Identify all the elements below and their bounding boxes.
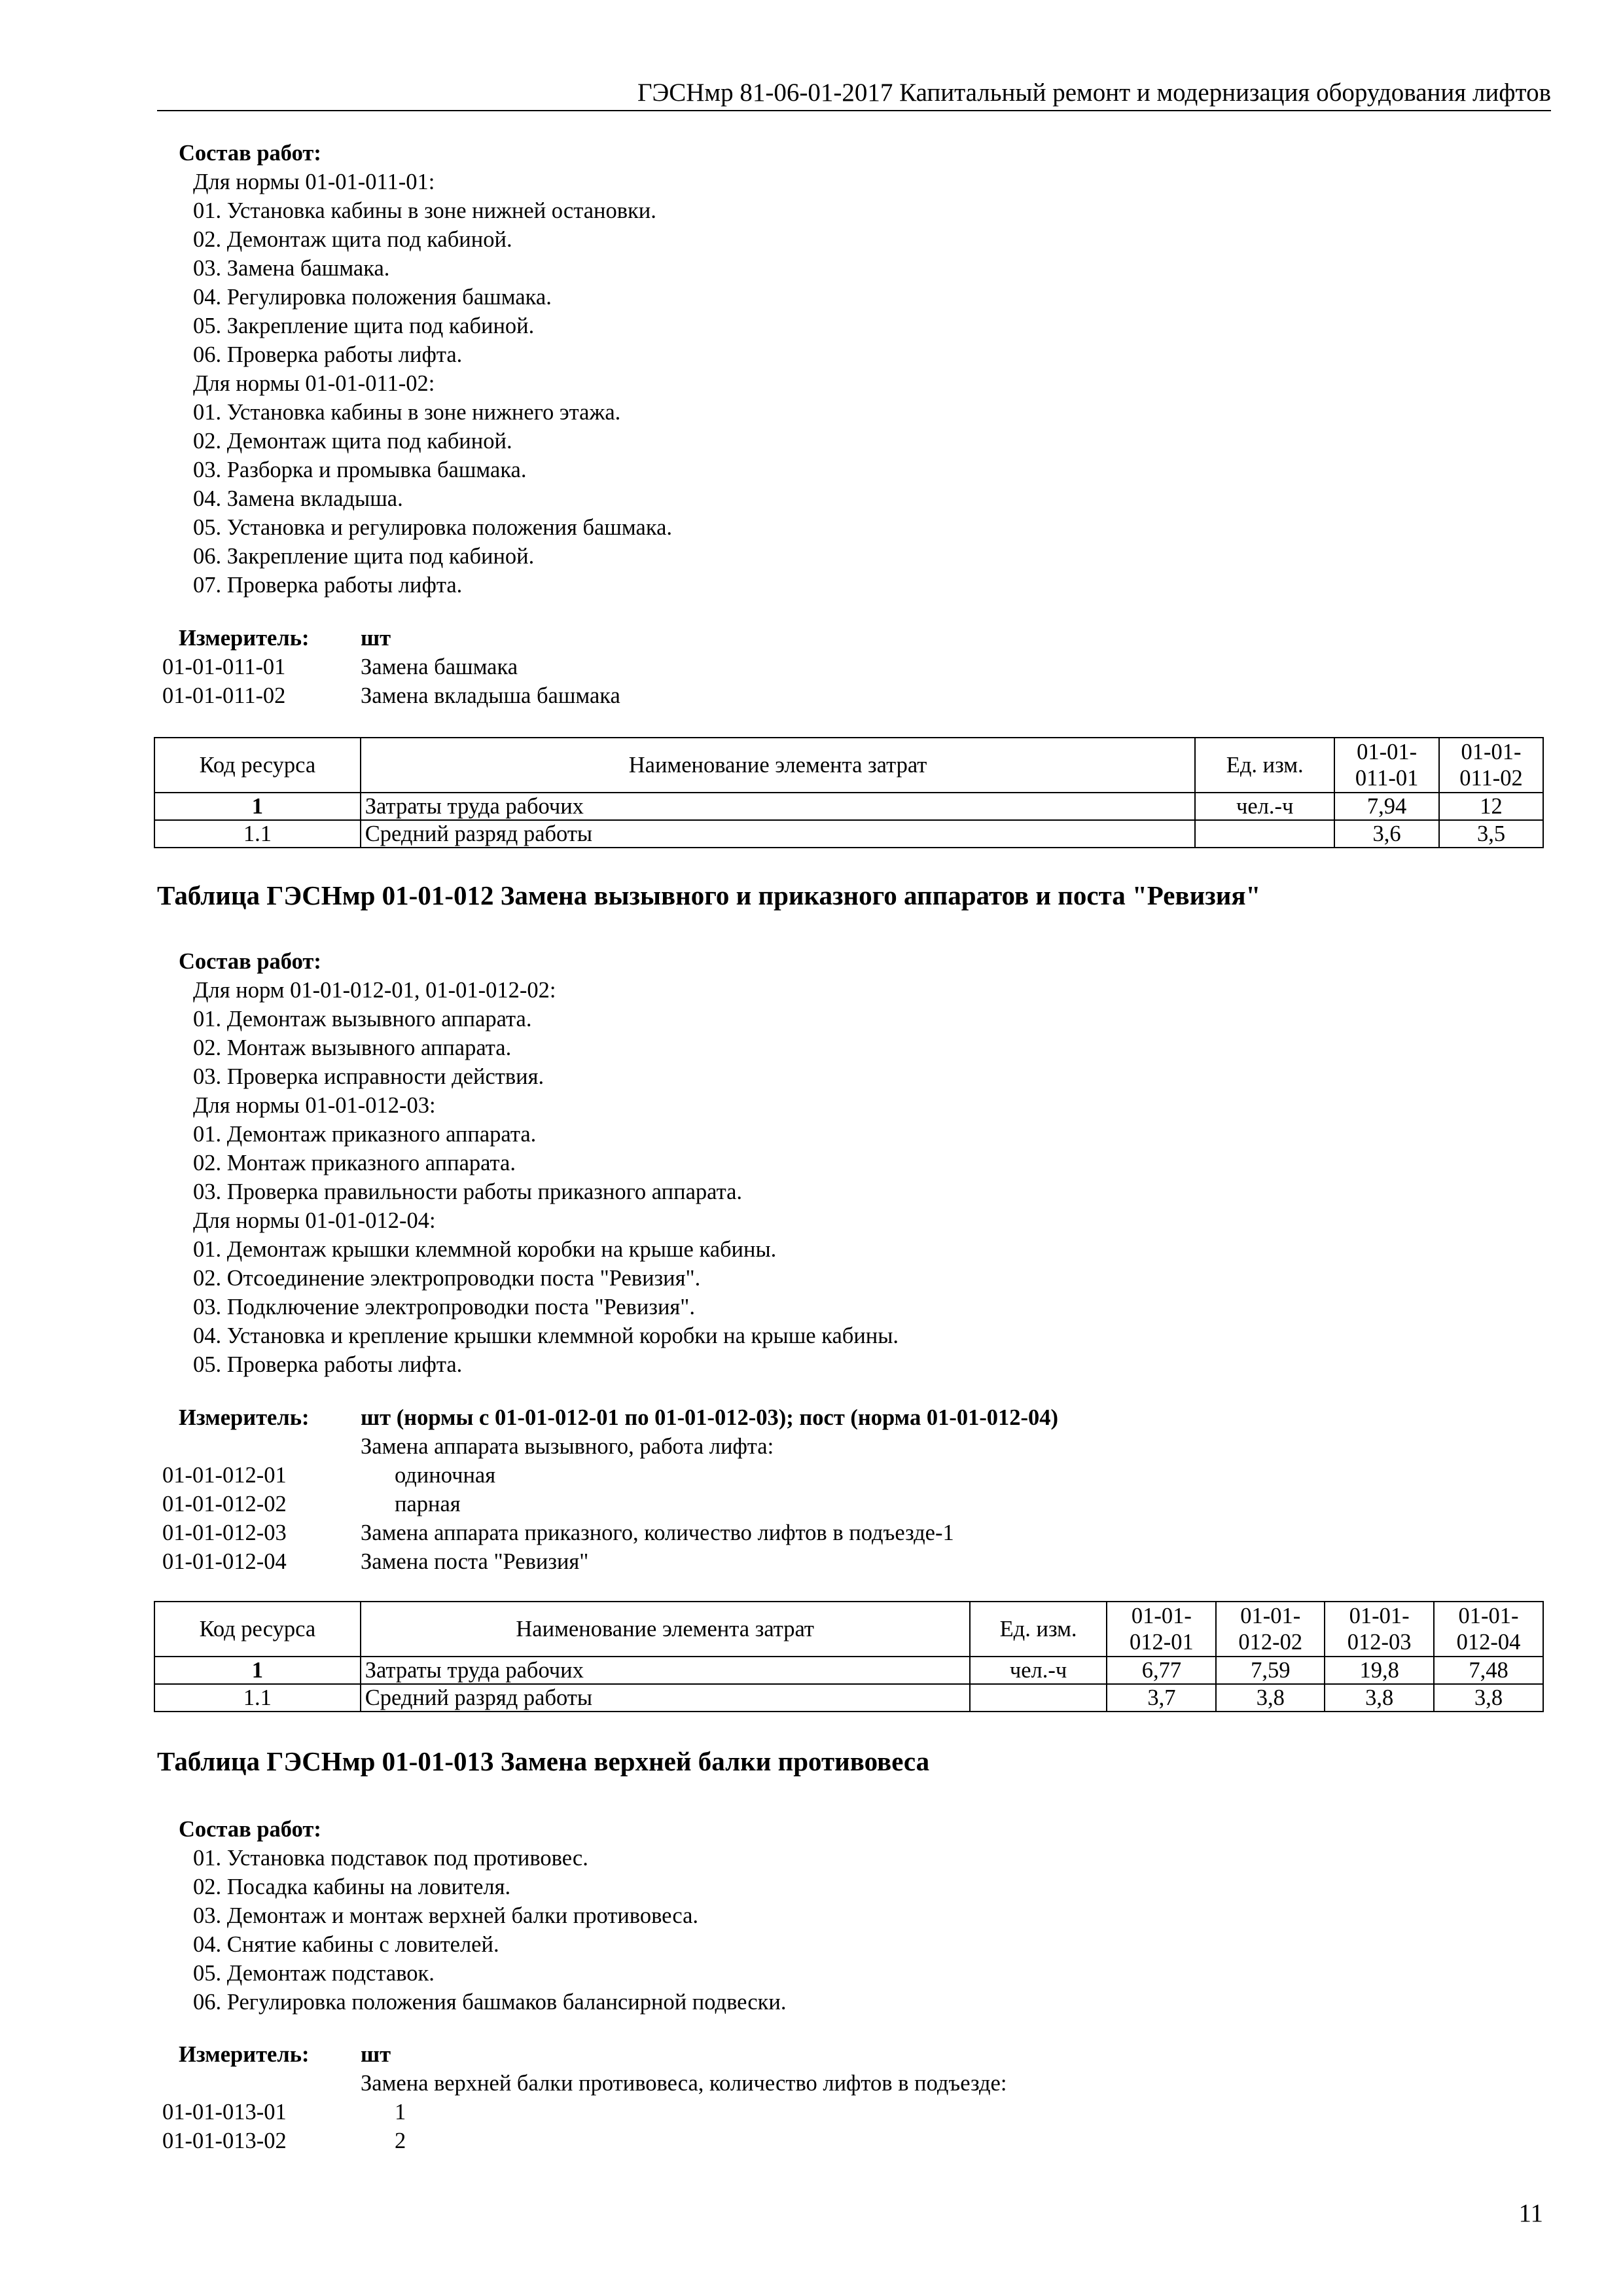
section1-works	[0, 139, 1623, 600]
work-line: 01. Установка кабины в зоне нижнего этажа.	[193, 400, 621, 425]
norm-name: Замена поста "Ревизия"	[361, 1549, 589, 1574]
norm-name: одиночная	[395, 1463, 496, 1488]
section2-works	[0, 947, 1623, 1379]
row-name: Затраты труда рабочих	[361, 1657, 970, 1684]
norm-name: 2	[395, 2128, 406, 2153]
row-unit	[970, 1684, 1107, 1712]
row-value: 7,94	[1334, 793, 1439, 820]
th-name: Наименование элемента затрат	[361, 1602, 970, 1657]
work-line: 06. Проверка работы лифта.	[193, 342, 463, 367]
norm-name: Замена вкладыша башмака	[361, 683, 620, 708]
row-name: Средний разряд работы	[361, 820, 1196, 848]
work-line: Для норм 01-01-012-01, 01-01-012-02:	[193, 978, 556, 1003]
section3-title: Таблица ГЭСНмр 01-01-013 Замена верхней балки противовеса	[157, 1746, 930, 1776]
row-value: 3,5	[1439, 820, 1543, 848]
work-line: 06. Закрепление щита под кабиной.	[193, 544, 535, 569]
row-value: 7,48	[1434, 1657, 1543, 1684]
row-value: 6,77	[1107, 1657, 1216, 1684]
norm-code: 01-01-012-03	[162, 1520, 287, 1545]
th-unit: Ед. изм.	[970, 1602, 1107, 1657]
row-name: Средний разряд работы	[361, 1684, 970, 1712]
work-line: 03. Разборка и промывка башмака.	[193, 457, 527, 482]
th-col: 01-01- 012-03	[1325, 1602, 1434, 1657]
measurer-label: Измеритель:	[179, 626, 310, 651]
th-unit: Ед. изм.	[1195, 738, 1334, 793]
work-line: 03. Проверка правильности работы приказного аппарата.	[193, 1179, 743, 1204]
row-value: 7,59	[1216, 1657, 1325, 1684]
norm-group-title: Замена верхней балки противовеса, количество лифтов в подъезде:	[361, 2071, 1007, 2096]
row-value: 3,8	[1434, 1684, 1543, 1712]
work-line: 05. Демонтаж подставок.	[193, 1961, 435, 1986]
row-value: 3,8	[1325, 1684, 1434, 1712]
row-code: 1.1	[154, 820, 361, 848]
work-line: Для нормы 01-01-012-04:	[193, 1208, 436, 1233]
row-code: 1	[154, 793, 361, 820]
work-line: 02. Посадка кабины на ловителя.	[193, 1874, 511, 1899]
th-col: 01-01- 011-01	[1334, 738, 1439, 793]
section2-measurer	[0, 1403, 1623, 1576]
work-line: 04. Регулировка положения башмака.	[193, 285, 552, 310]
row-value: 3,6	[1334, 820, 1439, 848]
work-line: 04. Установка и крепление крышки клеммной коробки на крыше кабины.	[193, 1323, 899, 1348]
measurer-unit: шт	[361, 626, 391, 651]
norm-code: 01-01-011-01	[162, 655, 286, 679]
norm-code: 01-01-013-01	[162, 2100, 287, 2125]
row-code: 1.1	[154, 1684, 361, 1712]
row-value: 3,8	[1216, 1684, 1325, 1712]
section1-measurer	[0, 624, 1623, 710]
work-line: 03. Подключение электропроводки поста "Ревизия".	[193, 1295, 696, 1319]
work-line: 01. Демонтаж крышки клеммной коробки на крыше кабины.	[193, 1237, 777, 1262]
th-col: 01-01- 011-02	[1439, 738, 1543, 793]
norm-code: 01-01-012-02	[162, 1492, 287, 1516]
work-line: Для нормы 01-01-012-03:	[193, 1093, 436, 1118]
measurer-label: Измеритель:	[179, 1405, 310, 1430]
work-line: 04. Замена вкладыша.	[193, 486, 403, 511]
work-line: 02. Демонтаж щита под кабиной.	[193, 227, 512, 252]
th-col: 01-01- 012-02	[1216, 1602, 1325, 1657]
section3-measurer	[0, 2040, 1623, 2155]
row-unit: чел.-ч	[970, 1657, 1107, 1684]
work-line: 03. Демонтаж и монтаж верхней балки противовеса.	[193, 1903, 699, 1928]
work-line: 01. Установка подставок под противовес.	[193, 1846, 588, 1871]
norm-name: парная	[395, 1492, 461, 1516]
row-value: 12	[1439, 793, 1543, 820]
norm-code: 01-01-011-02	[162, 683, 286, 708]
resource-table-012	[154, 1601, 1544, 1712]
work-line: Для нормы 01-01-011-01:	[193, 170, 435, 194]
work-line: 03. Проверка исправности действия.	[193, 1064, 544, 1089]
row-value: 3,7	[1107, 1684, 1216, 1712]
work-line: 01. Демонтаж приказного аппарата.	[193, 1122, 537, 1147]
th-col: 01-01- 012-04	[1434, 1602, 1543, 1657]
th-name: Наименование элемента затрат	[361, 738, 1196, 793]
norm-name: Замена аппарата приказного, количество лифтов в подъезде-1	[361, 1520, 954, 1545]
row-name: Затраты труда рабочих	[361, 793, 1196, 820]
work-line: 03. Замена башмака.	[193, 256, 390, 281]
row-value: 19,8	[1325, 1657, 1434, 1684]
header-title: ГЭСНмр 81-06-01-2017 Капитальный ремонт и модернизация оборудования лифтов	[637, 79, 1551, 107]
work-line: 04. Снятие кабины с ловителей.	[193, 1932, 499, 1957]
resource-table-011	[154, 737, 1544, 848]
row-unit: чел.-ч	[1195, 793, 1334, 820]
th-code: Код ресурса	[154, 738, 361, 793]
norm-name: Замена башмака	[361, 655, 518, 679]
measurer-unit: шт (нормы с 01-01-012-01 по 01-01-012-03); пост (норма 01-01-012-04)	[361, 1405, 1059, 1430]
page-header	[157, 71, 1551, 111]
work-line: 05. Установка и регулировка положения башмака.	[193, 515, 673, 540]
work-line: 01. Демонтаж вызывного аппарата.	[193, 1007, 532, 1031]
page-number: 11	[1518, 2199, 1543, 2227]
row-unit	[1195, 820, 1334, 848]
work-line: Для нормы 01-01-011-02:	[193, 371, 435, 396]
section3-works	[0, 1815, 1623, 2017]
measurer-label: Измеритель:	[179, 2042, 310, 2067]
work-line: 07. Проверка работы лифта.	[193, 573, 463, 598]
work-line: 01. Установка кабины в зоне нижней остановки.	[193, 198, 656, 223]
section2-title: Таблица ГЭСНмр 01-01-012 Замена вызывного и приказного аппаратов и поста "Ревизия"	[157, 880, 1261, 910]
th-col: 01-01- 012-01	[1107, 1602, 1216, 1657]
measurer-unit: шт	[361, 2042, 391, 2067]
work-line: 02. Отсоединение электропроводки поста "Ревизия".	[193, 1266, 701, 1291]
work-line: 02. Монтаж приказного аппарата.	[193, 1151, 516, 1175]
norm-code: 01-01-013-02	[162, 2128, 287, 2153]
works-title: Состав работ:	[179, 1817, 321, 1842]
norm-code: 01-01-012-04	[162, 1549, 287, 1574]
work-line: 02. Монтаж вызывного аппарата.	[193, 1035, 512, 1060]
works-title: Состав работ:	[179, 141, 321, 166]
norm-name: 1	[395, 2100, 406, 2125]
norm-group-title: Замена аппарата вызывного, работа лифта:	[361, 1434, 774, 1459]
norm-code: 01-01-012-01	[162, 1463, 287, 1488]
work-line: 05. Закрепление щита под кабиной.	[193, 314, 535, 338]
work-line: 02. Демонтаж щита под кабиной.	[193, 429, 512, 454]
row-code: 1	[154, 1657, 361, 1684]
work-line: 05. Проверка работы лифта.	[193, 1352, 463, 1377]
works-title: Состав работ:	[179, 949, 321, 974]
work-line: 06. Регулировка положения башмаков балансирной подвески.	[193, 1990, 787, 2015]
th-code: Код ресурса	[154, 1602, 361, 1657]
